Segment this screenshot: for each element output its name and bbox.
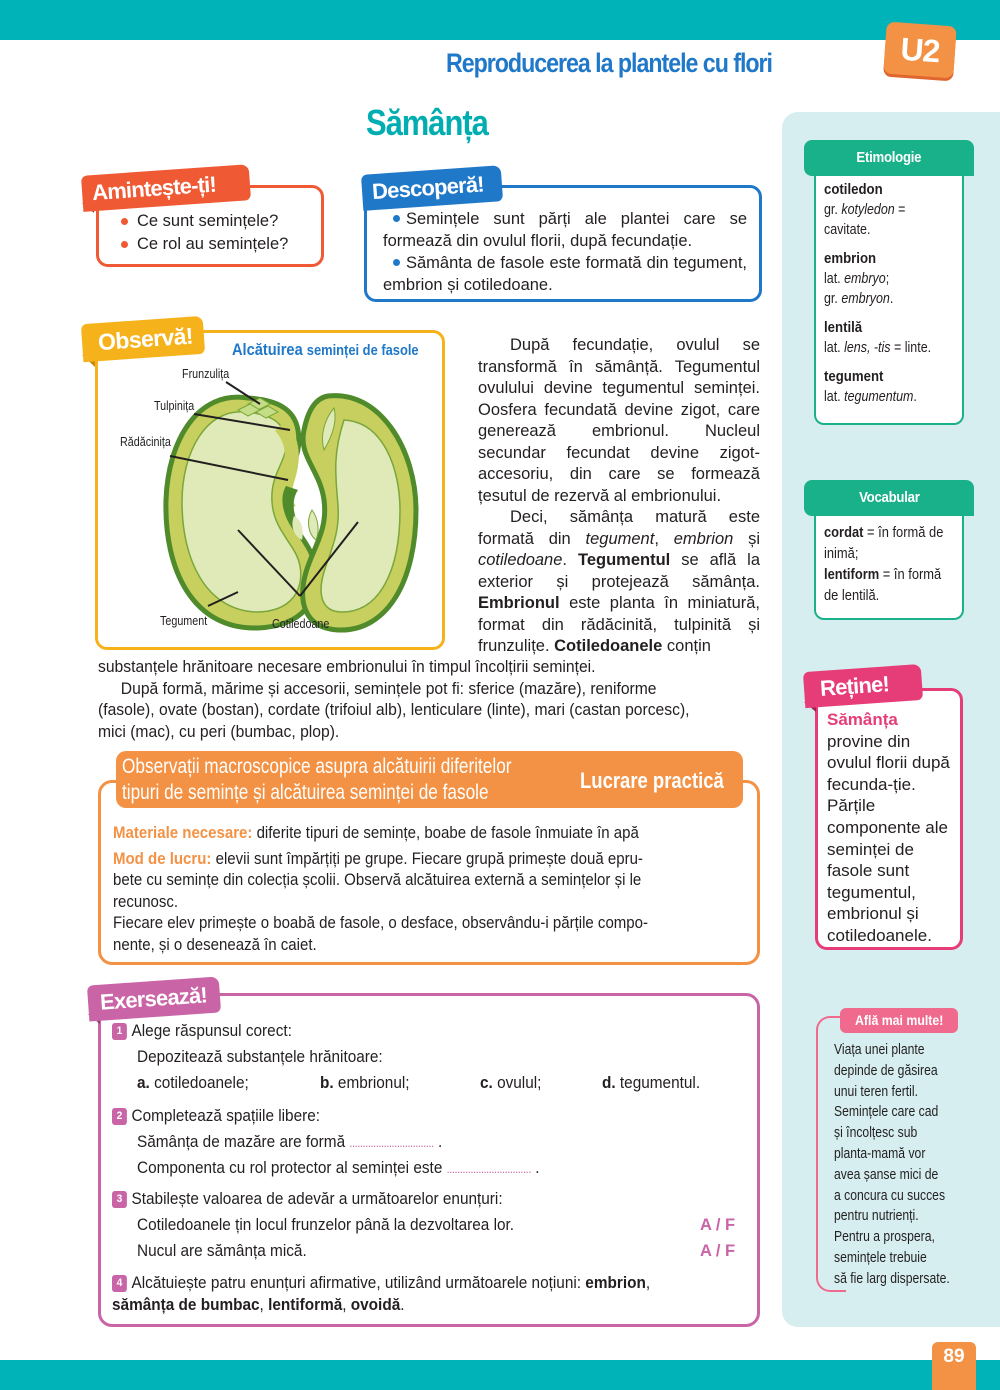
afla-tab: Află mai multe! [840,1008,958,1033]
statement-1: Cotiledoanele țin locul frunzelor până la dezvoltarea lor. [137,1216,515,1234]
text-line: (fasole), ovate (bostan), cordate (trifoiul alb), lenticulare (linte), mari (castan porcesc), [98,701,690,719]
statement-2: Nucul are sămânța mică. [137,1242,307,1260]
aminteste-tab: Amintește-ți! [81,164,251,212]
label-frunzulita: Frunzulița [182,367,230,381]
option-b[interactable]: b. embrionul; [320,1074,410,1092]
etimologie-header: Etimologie [804,140,974,176]
bullet-icon [393,259,400,266]
materiale-line: Materiale necesare: diferite tipuri de semințe, boabe de fasole înmuiate în apă [113,824,639,842]
etim-entry [824,249,956,309]
lesson-title: Sămânța [366,102,488,143]
etim-def: lat. lens, -tis = linte. [824,340,932,356]
etim-entry [824,180,956,240]
observa-tab: Observă! [81,316,205,362]
voc-line: de lentilă. [824,587,880,604]
aminteste-item: Ce rol au semințele? [119,233,321,256]
exerseaza-tab: Exersează! [87,976,221,1021]
true-false-toggle[interactable]: A / F [700,1242,736,1260]
text-line: substanțele hrănitoare necesare embrionului în timpul încolțirii seminței. [98,658,596,676]
paragraph-samanta-matura: Deci, sămânța matură este formată din tegument, embrion și cotiledoane. Tegumentul se află la exterior și protejează sămânța. Embrionul este planta în miniatură, format din rădăcinită, tulpinită și frunzulițe. Cotiledoanele conțin [478,508,761,655]
retine-box [815,688,963,950]
retine-text: Sămânța provine din ovulul florii după fecunda-ție. Părțile componente ale seminței de fasole sunt tegumentul, embrionul și cotiledoanele. [827,710,950,945]
bottom-band [0,1360,1000,1390]
mod-line: bete cu semințe din colecția școlii. Observă alcătuirea externă a semințelor și le [113,871,642,889]
etimologie-box [814,172,964,425]
chapter-title: Reproducerea la plantele cu flori [446,48,772,78]
etim-def: gr. kotyledon = cavitate. [824,202,906,238]
left-cotyledon [166,397,317,628]
option-c[interactable]: c. ovulul; [480,1074,542,1092]
option-a[interactable]: a. cotiledoanele; [137,1074,249,1092]
etim-def: lat. embryo; gr. embryon. [824,271,894,307]
top-band [0,0,1000,40]
etim-entry [824,367,956,407]
question-2: 2 Completează spațiile libere: [112,1105,320,1127]
text-line: mici (mac), cu peri (bumbac, plop). [98,722,340,741]
question-1: 1 Alege răspunsul corect: [112,1020,292,1042]
lucrare-label: Lucrare practică [580,768,724,793]
number-badge: 4 [112,1275,127,1292]
label-tegument: Tegument [160,614,208,628]
voc-line: inimă; [824,545,859,562]
aminteste-item: Ce sunt semințele? [119,210,321,233]
blank-line-2[interactable]: Componenta cu rol protector al seminței este ................................ . [137,1159,540,1177]
intro-text [478,335,760,658]
mod-line: nente, și o desenează în caiet. [113,935,317,954]
paragraph-fecundatie: După fecundație, ovulul se transformă în sămânță. Tegumentul ovulului devine tegumentul seminței. Oosfera fecundată devine zigot, care generează embrionul. Nucleul secundar fecundat devine zigot-accesoriu, din care se formează țesutul de rezervă al embrionului. [478,336,760,505]
mod-line: Mod de lucru: elevii sunt împărțiți pe grupe. Fiecare grupă primește două epru- [113,849,643,868]
number-badge: 2 [112,1108,127,1125]
diagram-title: Alcătuirea seminței de fasole [232,340,419,359]
question-3: 3 Stabilește valoarea de adevăr a următoarelor enunțuri: [112,1188,503,1210]
mod-line: recunosc. [113,892,179,911]
voc-line: cordat = în formă de [824,524,944,541]
number-badge: 3 [112,1191,127,1208]
descopera-item: Semințele sunt părți ale plantei care se formează din ovulul florii, după fecundație. [383,210,747,250]
label-tulpinita: Tulpinița [154,399,195,413]
vocabular-header: Vocabular [804,480,974,516]
shapes-text [98,657,760,743]
option-d[interactable]: d. tegumentul. [602,1074,701,1092]
page-number: 89 [932,1342,976,1390]
etim-term: tegument [824,368,884,385]
unit-badge: U2 [883,22,956,79]
true-false-toggle[interactable]: A / F [700,1216,736,1234]
blank-line-1[interactable]: Sămânța de mazăre are formă ................................ . [137,1133,443,1151]
right-cotyledon [303,396,416,630]
question-4-cont: sămânța de bumbac, lentiformă, ovoidă. [112,1296,405,1314]
number-badge: 1 [112,1023,127,1040]
label-cotiledoane: Cotiledoane [272,617,330,631]
etim-entry [824,318,956,358]
retine-tab: Reține! [803,664,923,708]
descopera-tab: Descoperă! [361,165,503,211]
vocabular-box [814,512,964,620]
voc-line: lentiform = în formă [824,566,942,583]
afla-text: Viața unei plante depinde de găsirea unui teren fertil. Semințele care cad și încolțesc sub planta-mamă vor avea șanse mici de a concura cu succes pentru nutrienți. Pentru a prospera, semințele trebuie să fie larg dispersate. [834,1042,950,1287]
etim-term: cotiledon [824,181,883,198]
etim-term: lentilă [824,319,863,336]
etim-def: lat. tegumentum. [824,389,917,405]
descopera-item: Sământa de fasole este formată din tegument, embrion și cotiledoane. [383,254,747,294]
question-1-stem: Depozitează substanțele hrănitoare: [137,1048,383,1066]
question-4: 4 Alcătuiește patru enunțuri afirmative, utilizând următoarele noțiuni: embrion, [112,1272,650,1294]
mod-line: Fiecare elev primește o boabă de fasole, o desface, observându-i părțile compo- [113,914,649,932]
etim-term: embrion [824,250,877,267]
bullet-icon [393,215,400,222]
label-radacinita: Rădăcinița [120,435,171,449]
bean-seed-diagram [98,360,442,646]
lucrare-title: Observații macroscopice asupra alcătuirii diferitelor tipuri de semințe și alcătuirea seminței de fasole [122,755,512,804]
text-line: După formă, mărime și accesorii, semințele pot fi: sferice (mazăre), reniforme [120,679,657,698]
